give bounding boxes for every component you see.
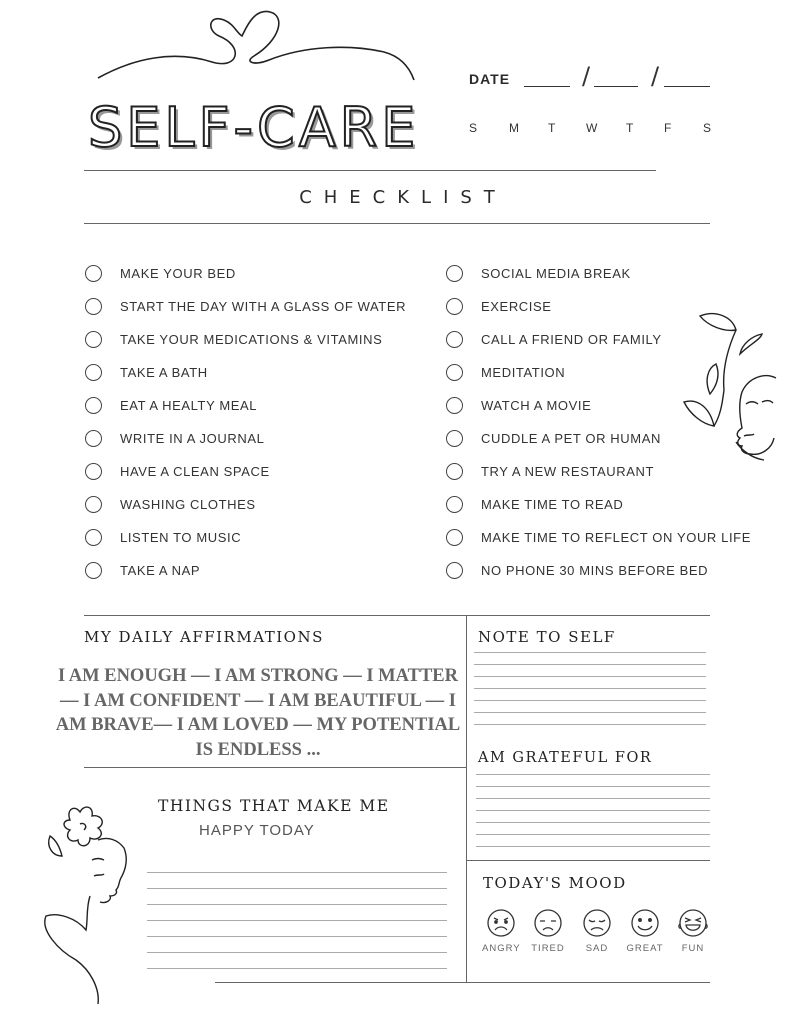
- mood-label: GREAT: [626, 943, 664, 954]
- checklist-item-label: WASHING CLOTHES: [120, 496, 256, 512]
- checklist-item[interactable]: [85, 426, 406, 450]
- checkbox-circle[interactable]: [446, 496, 463, 513]
- checklist-divider: [84, 223, 710, 224]
- note-lines[interactable]: [474, 652, 706, 725]
- checklist-item-label: NO PHONE 30 MINS BEFORE BED: [481, 562, 709, 578]
- checklist-item[interactable]: [446, 525, 751, 549]
- checklist-item-label: SOCIAL MEDIA BREAK: [481, 265, 631, 281]
- checkbox-circle[interactable]: [85, 463, 102, 480]
- checkbox-circle[interactable]: [85, 397, 102, 414]
- checklist-item[interactable]: [446, 261, 751, 285]
- date-separator: /: [651, 62, 660, 90]
- mood-label: FUN: [681, 943, 705, 954]
- checklist-item-label: MAKE YOUR BED: [120, 265, 236, 281]
- checklist-item-label: CUDDLE A PET OR HUMAN: [481, 430, 661, 446]
- checklist-item-label: TAKE A BATH: [120, 364, 208, 380]
- checklist-item-label: LISTEN TO MUSIC: [120, 529, 242, 545]
- checklist-item-label: HAVE A CLEAN SPACE: [120, 463, 270, 479]
- heart-swirl-icon: [94, 6, 419, 88]
- section-divider: [84, 615, 710, 616]
- checkbox-circle[interactable]: [446, 364, 463, 381]
- checklist-item[interactable]: [85, 558, 406, 582]
- mood-fun[interactable]: [674, 908, 712, 954]
- date-year-field[interactable]: [664, 86, 710, 87]
- weekday-sun[interactable]: S: [469, 121, 478, 135]
- checklist-item-label: TRY A NEW RESTAURANT: [481, 463, 655, 479]
- date-label: DATE: [469, 71, 511, 87]
- laugh-face-icon: [674, 908, 712, 938]
- checklist-item[interactable]: [85, 327, 406, 351]
- checklist-left-column: [85, 261, 406, 582]
- date-day-field[interactable]: [594, 86, 638, 87]
- weekday-thu[interactable]: T: [626, 121, 634, 135]
- checklist-item-label: EXERCISE: [481, 298, 552, 314]
- checkbox-circle[interactable]: [85, 364, 102, 381]
- checklist-item-label: WRITE IN A JOURNAL: [120, 430, 265, 446]
- affirmations-text: I AM ENOUGH — I AM STRONG — I MATTER — I AM CONFIDENT — I AM BEAUTIFUL — I AM BRAVE— I AM LOVED — MY POTENTIAL IS ENDLESS ...: [55, 666, 461, 760]
- checklist-item[interactable]: [85, 393, 406, 417]
- happy-title-line1: THINGS THAT MAKE ME: [158, 797, 390, 815]
- weekday-wed[interactable]: W: [586, 121, 598, 135]
- mood-great[interactable]: [626, 908, 664, 954]
- checklist-item-label: WATCH A MOVIE: [481, 397, 592, 413]
- sad-face-icon: [578, 908, 616, 938]
- tired-face-icon: [529, 908, 567, 938]
- mood-angry[interactable]: [482, 908, 520, 954]
- checklist-item[interactable]: [85, 261, 406, 285]
- flower-face-illustration-icon: [36, 800, 136, 1005]
- checkbox-circle[interactable]: [446, 298, 463, 315]
- checklist-item[interactable]: [85, 294, 406, 318]
- angry-face-icon: [482, 908, 520, 938]
- checklist-item-label: TAKE YOUR MEDICATIONS & VITAMINS: [120, 331, 383, 347]
- mood-title: TODAY'S MOOD: [483, 874, 627, 892]
- checklist-item-label: TAKE A NAP: [120, 562, 201, 578]
- weekday-sat[interactable]: S: [703, 121, 712, 135]
- checkbox-circle[interactable]: [446, 331, 463, 348]
- checkbox-circle[interactable]: [446, 463, 463, 480]
- bottom-rule: [215, 982, 710, 983]
- checkbox-circle[interactable]: [446, 562, 463, 579]
- checkbox-circle[interactable]: [446, 397, 463, 414]
- checkbox-circle[interactable]: [85, 529, 102, 546]
- checklist-item[interactable]: [85, 525, 406, 549]
- mood-divider: [466, 860, 710, 861]
- note-title: NOTE TO SELF: [478, 628, 616, 646]
- checklist-item[interactable]: [446, 558, 751, 582]
- checklist-item-label: CALL A FRIEND OR FAMILY: [481, 331, 662, 347]
- checklist-item-label: MAKE TIME TO REFLECT ON YOUR LIFE: [481, 529, 751, 545]
- mood-label: TIRED: [531, 943, 565, 954]
- affirmations-title: MY DAILY AFFIRMATIONS: [84, 628, 324, 646]
- checkbox-circle[interactable]: [85, 496, 102, 513]
- checkbox-circle[interactable]: [446, 265, 463, 282]
- checkbox-circle[interactable]: [446, 430, 463, 447]
- mood-tired[interactable]: [529, 908, 567, 954]
- checkbox-circle[interactable]: [85, 298, 102, 315]
- grateful-lines[interactable]: [476, 774, 710, 847]
- checkbox-circle[interactable]: [85, 430, 102, 447]
- weekday-tue[interactable]: T: [548, 121, 556, 135]
- happy-lines[interactable]: [147, 872, 447, 969]
- leaf-face-illustration-icon: [680, 308, 780, 463]
- checkbox-circle[interactable]: [85, 265, 102, 282]
- checkbox-circle[interactable]: [446, 529, 463, 546]
- checkbox-circle[interactable]: [85, 331, 102, 348]
- checklist-item-label: EAT A HEALTY MEAL: [120, 397, 258, 413]
- checklist-item-label: MEDITATION: [481, 364, 566, 380]
- happy-title-line2: HAPPY TODAY: [199, 822, 315, 839]
- header-divider: [84, 170, 656, 171]
- checklist-title: CHECKLIST: [299, 187, 507, 208]
- weekday-mon[interactable]: M: [509, 121, 519, 135]
- smile-face-icon: [626, 908, 664, 938]
- weekday-fri[interactable]: F: [664, 121, 672, 135]
- checklist-item[interactable]: [85, 459, 406, 483]
- checklist-item-label: START THE DAY WITH A GLASS OF WATER: [120, 298, 407, 314]
- mood-label: ANGRY: [482, 943, 521, 954]
- checklist-item[interactable]: [446, 492, 751, 516]
- date-month-field[interactable]: [524, 86, 570, 87]
- checklist-item-label: MAKE TIME TO READ: [481, 496, 624, 512]
- checkbox-circle[interactable]: [85, 562, 102, 579]
- affirmations-divider: [84, 767, 466, 768]
- page-title: SELF-CARE: [88, 96, 420, 159]
- checklist-item[interactable]: [85, 492, 406, 516]
- mood-sad[interactable]: [578, 908, 616, 954]
- mood-label: SAD: [585, 943, 609, 954]
- grateful-title: AM GRATEFUL FOR: [478, 750, 653, 766]
- checklist-item[interactable]: [85, 360, 406, 384]
- date-separator: /: [582, 62, 591, 90]
